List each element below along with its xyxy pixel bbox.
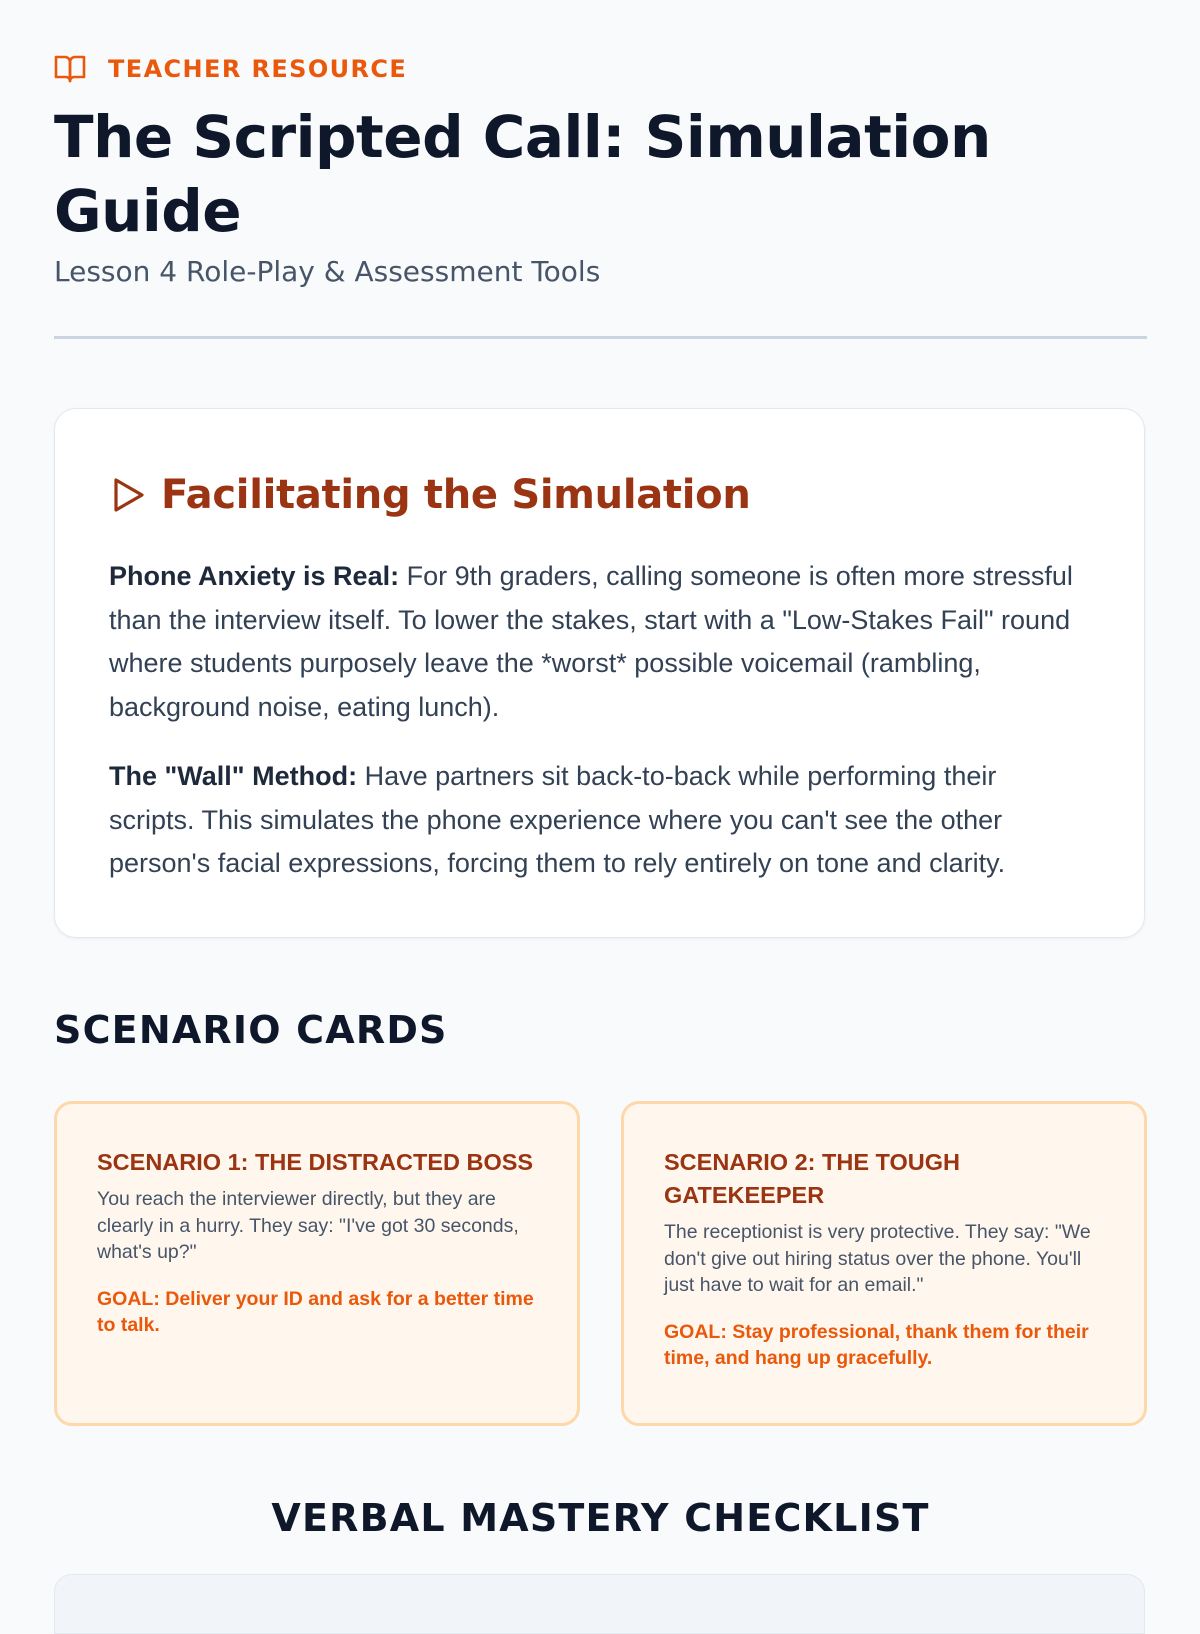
scenario-card xyxy=(621,1101,1147,1426)
scenario-goal: GOAL: Stay professional, thank them for their time, and hang up gracefully. xyxy=(664,1320,1089,1369)
scenario-goal: GOAL: Deliver your ID and ask for a better time to talk. xyxy=(97,1287,534,1336)
facilitation-heading-text: Facilitating the Simulation xyxy=(161,472,751,518)
checklist-heading: VERBAL MASTERY CHECKLIST xyxy=(271,1496,930,1540)
paragraph-lead: Phone Anxiety is Real: xyxy=(109,561,400,591)
checklist-container xyxy=(54,1574,1145,1634)
scenario-card xyxy=(54,1101,580,1426)
scenario-description: You reach the interviewer directly, but they are clearly in a hurry. They say: "I've got 30 seconds, what's up?" xyxy=(97,1188,519,1263)
paragraph-text: Have partners sit back-to-back while performing their scripts. This simulates the phone experience where you can't see the other person's facial expressions, forcing them to rely entirely on tone and clarity. xyxy=(109,761,1006,878)
eyebrow xyxy=(54,52,407,86)
scenario-cards-heading: SCENARIO CARDS xyxy=(54,1008,448,1052)
scenario-title: SCENARIO 2: THE TOUGH GATEKEEPER xyxy=(664,1149,960,1208)
play-icon xyxy=(111,475,147,515)
facilitation-paragraph xyxy=(109,755,1089,886)
paragraph-text: For 9th graders, calling someone is often more stressful than the interview itself. To lower the stakes, start with a "Low-Stakes Fail" round where students purposely leave the *worst* possible voicemail (rambling, background noise, eating lunch). xyxy=(109,561,1073,722)
eyebrow-label: TEACHER RESOURCE xyxy=(108,55,408,83)
scenario-description: The receptionist is very protective. They say: "We don't give out hiring status over the phone. You'll just have to wait for an email." xyxy=(664,1221,1091,1296)
book-open-icon xyxy=(54,54,86,84)
paragraph-lead: The "Wall" Method: xyxy=(109,761,358,791)
facilitation-card xyxy=(54,408,1145,938)
page-title: The Scripted Call: Simulation Guide xyxy=(54,103,991,245)
page-subtitle: Lesson 4 Role-Play & Assessment Tools xyxy=(54,255,601,288)
facilitation-paragraph xyxy=(109,555,1089,729)
header-divider xyxy=(54,336,1147,339)
scenario-title: SCENARIO 1: THE DISTRACTED BOSS xyxy=(97,1149,534,1175)
facilitation-heading xyxy=(111,467,751,523)
